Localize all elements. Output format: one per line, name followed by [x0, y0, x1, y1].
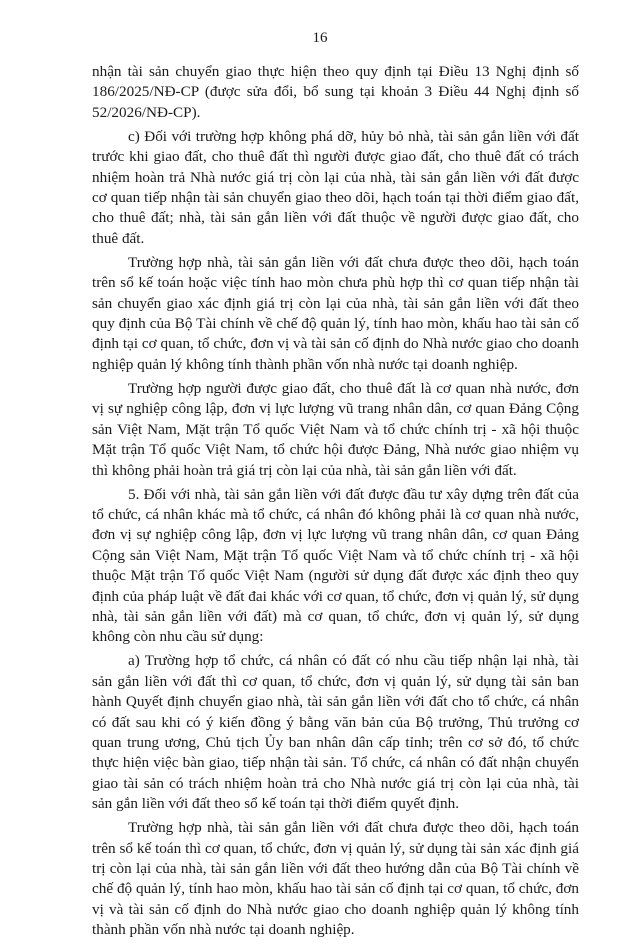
paragraph-item-5: 5. Đối với nhà, tài sản gắn liền với đất được đầu tư xây dựng trên đất của tổ chức, cá nhân khác mà tổ chức, cá nhân đó không phải là cơ quan nhà nước, đơn vị sự nghiệp công lập, đơn vị lực lượng vũ trang nhân dân, cơ quan Đảng Cộng sản Việt Nam, Mặt trận Tổ quốc Việt Nam và tổ chức chính trị - xã hội thuộc Mặt trận Tổ quốc Việt Nam (người sử dụng đất được xác định theo quy định của pháp luật về đất đai khác với cơ quan, tổ chức, đơn vị quản lý, sử dụng nhà, tài sản gắn liền với đất) mà cơ quan, tổ chức, đơn vị quản lý, sử dụng không còn nhu cầu sử dụng:	[92, 485, 579, 646]
paragraph-clause-c: c) Đối với trường hợp không phá dỡ, hủy bỏ nhà, tài sản gắn liền với đất trước khi giao đất, cho thuê đất thì người được giao đất, cho thuê đất có trách nhiệm hoàn trả Nhà nước giá trị còn lại của nhà, tài sản gắn liền với đất được cơ quan tiếp nhận tài sản chuyển giao theo dõi, hạch toán tại thời điểm giao đất, cho thuê đất; nhà, tài sản gắn liền với đất thuộc về người được giao đất, cho thuê đất.	[92, 127, 579, 247]
paragraph-unrecorded-valuation: Trường hợp nhà, tài sản gắn liền với đất chưa được theo dõi, hạch toán trên sổ kế toán thì cơ quan, tổ chức, đơn vị quản lý, sử dụng tài sản xác định giá trị còn lại của nhà, tài sản gắn liền với đất theo hướng dẫn của Bộ Tài chính về chế độ quản lý, tính hao mòn, khấu hao tài sản cố định tại cơ quan, tổ chức, đơn vị và tài sản cố định do Nhà nước giao cho doanh nghiệp quản lý không tính thành phần vốn nhà nước tại doanh nghiệp.	[92, 819, 579, 939]
page-number: 16	[312, 30, 328, 46]
document-body	[92, 62, 579, 944]
paragraph-state-agency-exemption: Trường hợp người được giao đất, cho thuê đất là cơ quan nhà nước, đơn vị sự nghiệp công lập, đơn vị lực lượng vũ trang nhân dân, cơ quan Đảng Cộng sản Việt Nam, Mặt trận Tổ quốc Việt Nam và tổ chức chính trị - xã hội thuộc Mặt trận Tổ quốc Việt Nam, tổ chức hội được Đảng, Nhà nước giao nhiệm vụ thì không phải hoàn trả giá trị còn lại của nhà, tài sản gắn liền với đất.	[92, 379, 579, 479]
paragraph-clause-a: a) Trường hợp tổ chức, cá nhân có đất có nhu cầu tiếp nhận lại nhà, tài sản gắn liền với đất thì cơ quan, tổ chức, đơn vị quản lý, sử dụng tài sản ban hành Quyết định chuyển giao nhà, tài sản gắn liền với đất cho tổ chức, cá nhân có đất sau khi có ý kiến đồng ý bằng văn bản của Bộ trưởng, Thủ trưởng cơ quan trung ương, Chủ tịch Ủy ban nhân dân cấp tỉnh; trên cơ sở đó, tổ chức thực hiện việc bàn giao, tiếp nhận tài sản. Tổ chức, cá nhân có đất nhận chuyển giao tài sản có trách nhiệm hoàn trả cho Nhà nước giá trị còn lại của nhà, tài sản gắn liền với đất theo sổ kế toán tại thời điểm quyết định.	[92, 652, 579, 813]
paragraph-unrecorded-assets: Trường hợp nhà, tài sản gắn liền với đất chưa được theo dõi, hạch toán trên sổ kế toán hoặc việc tính hao mòn chưa phù hợp thì cơ quan tiếp nhận tài sản chuyển giao xác định giá trị còn lại của nhà, tài sản gắn liền với đất theo quy định của Bộ Tài chính về chế độ quản lý, tính hao mòn, khấu hao tài sản cố định tại cơ quan, tổ chức, đơn vị và tài sản cố định do Nhà nước giao cho doanh nghiệp quản lý không tính thành phần vốn nhà nước tại doanh nghiệp.	[92, 253, 579, 373]
paragraph-continuation: nhận tài sản chuyển giao thực hiện theo quy định tại Điều 13 Nghị định số 186/2025/NĐ-CP (được sửa đổi, bổ sung tại khoản 3 Điều 44 Nghị định số 52/2026/NĐ-CP).	[92, 63, 579, 121]
